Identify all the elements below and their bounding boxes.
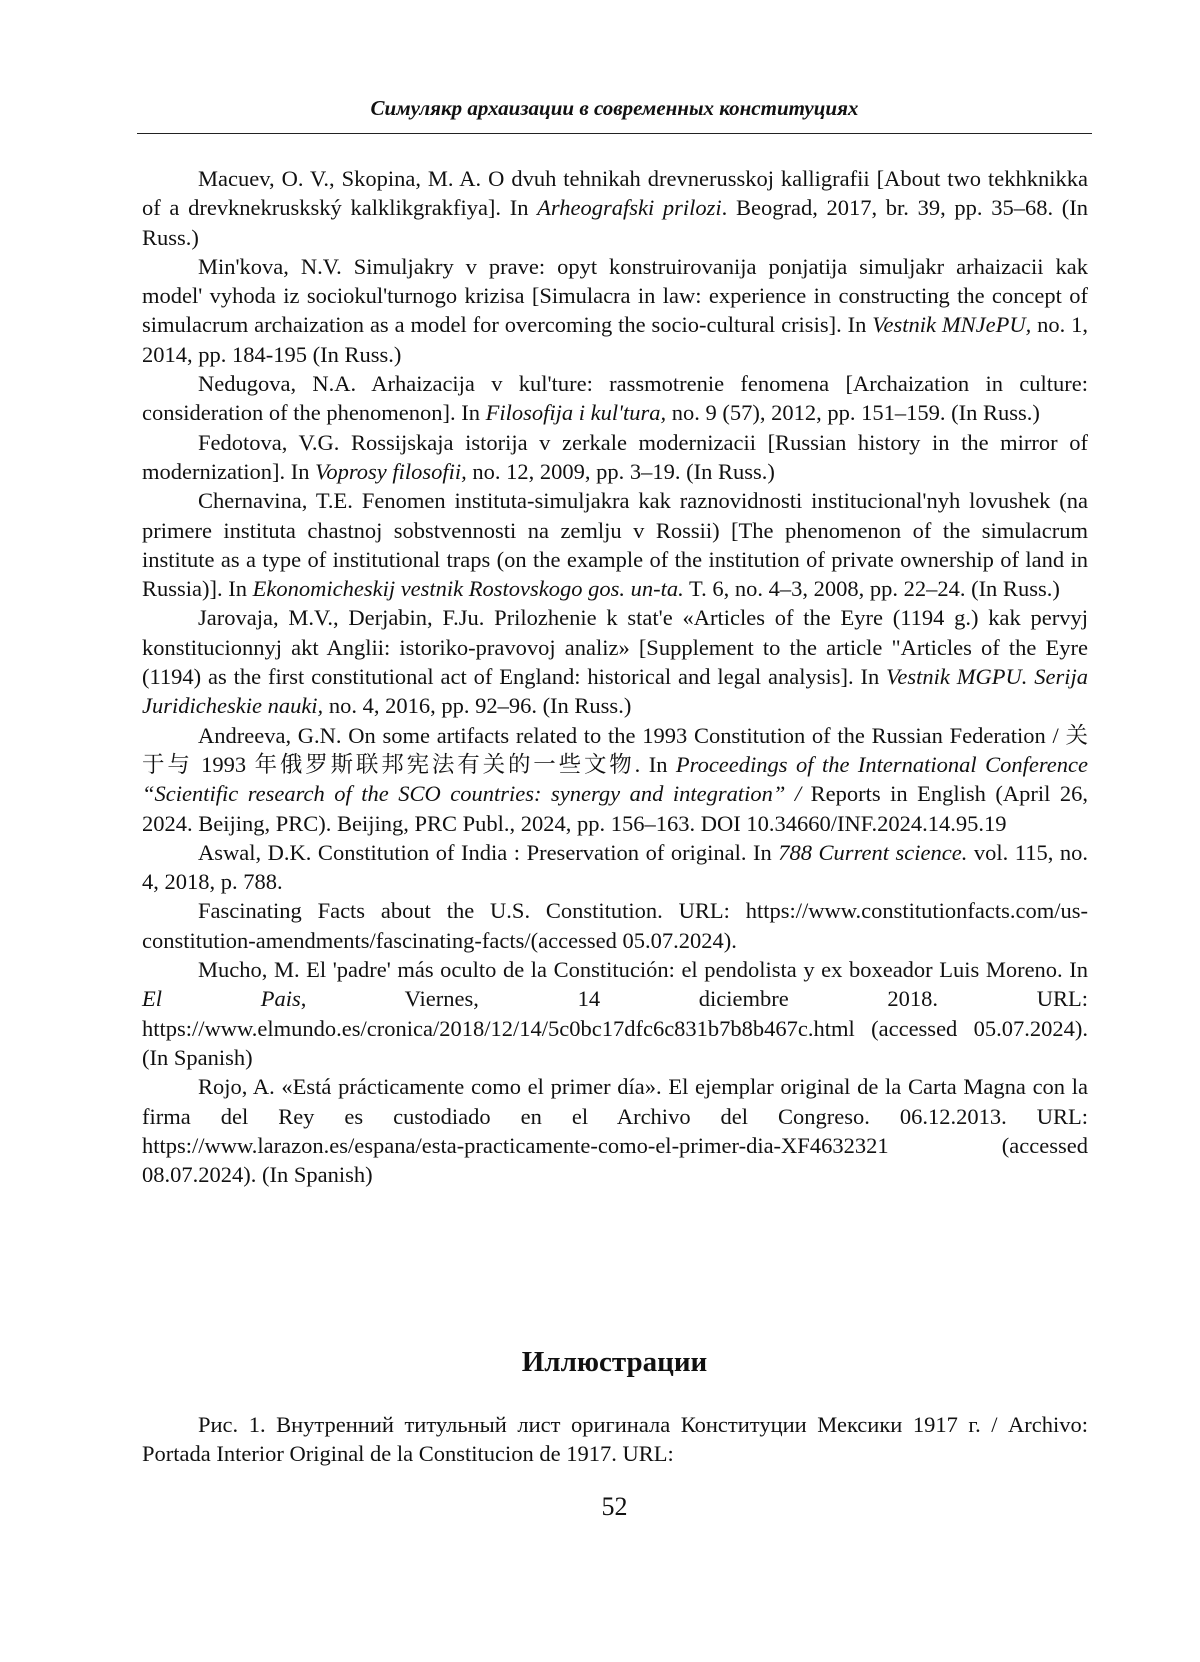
reference-entry: [142, 721, 1088, 838]
reference-text: Nedugova, N.A. Arhaizacija v kul'ture: rassmotrenie fenomena [Archaization in culture: consideration of the phenomenon]. In: [142, 371, 1088, 426]
reference-text: Mucho, M. El 'padre' más oculto de la Constitución: el pendolista y ex boxeador Luis Moreno. In: [198, 957, 1088, 983]
reference-details: vol. 115, no. 4, 2018, p. 788.: [142, 839, 1088, 895]
reference-details: T. 6, no. 4–3, 2008, pp. 22–24. (In Russ.): [683, 576, 1060, 602]
reference-entry: [142, 955, 1088, 1072]
reference-details: no. 4, 2016, pp. 92–96. (In Russ.): [323, 693, 632, 719]
reference-source-title: Vestnik MNJePU,: [872, 312, 1032, 338]
header-rule: [137, 133, 1092, 134]
reference-text: Andreeva, G.N. On some artifacts related to the 1993 Constitution of the Russian Federation / 关于与 1993 年俄罗斯联邦宪法有关的一些文物. In: [142, 722, 1088, 777]
reference-entry: [142, 838, 1088, 897]
reference-source-title: Vestnik MGPU. Serija Juridicheskie nauki,: [142, 664, 1088, 719]
reference-text: Fedotova, V.G. Rossijskaja istorija v zerkale modernizacii [Russian history in the mirror of modernization]. In: [142, 429, 1088, 484]
reference-entry: [142, 252, 1088, 369]
reference-source-title: Ekonomicheskij vestnik Rostovskogo gos. un-ta.: [252, 576, 684, 602]
figure-caption: Рис. 1. Внутренний титульный лист оригинала Конституции Мексики 1917 г. / Archivo: Portada Interior Original de la Constitucion de 1917. URL:: [142, 1412, 1088, 1467]
running-head: Симулякр архаизации в современных конституциях: [370, 96, 859, 120]
reference-text: Jarovaja, M.V., Derjabin, F.Ju. Prilozhenie k stat'e «Articles of the Eyre (1194 g.) kak pervyj konstitucionnyj akt Anglii: istoriko-pravovoj analiz» [Supplement to the article "Articles of the Eyre (1194) as the first constitutional act of England: historical and legal analysis]. In: [142, 605, 1088, 690]
page-number: 52: [601, 1492, 628, 1521]
reference-details: Reports in English (April 26, 2024. Beijing, PRC). Beijing, PRC Publ., 2024, pp. 156–163. DOI 10.34660/INF.2024.14.95.19: [142, 781, 1089, 836]
reference-text: Macuev, O. V., Skopina, M. A. O dvuh tehnikah drevnerusskoj kalligrafii [About two tekhknikka of a drevknekruskský kalklikgrakfiya]. In: [142, 166, 1088, 221]
reference-details: . Beograd, 2017, br. 39, pp. 35–68. (In Russ.): [142, 195, 1088, 250]
reference-source-title: 788 Current science.: [778, 839, 968, 865]
reference-details: no. 9 (57), 2012, pp. 151–159. (In Russ.): [666, 400, 1040, 426]
reference-text: Rojo, A. «Está prácticamente como el primer día». El ejemplar original de la Carta Magna con la firma del Rey es custodiado en el Archivo del Congreso. 06.12.2013. URL: https://www.larazon.es/espana/esta-practicamente-como-el-primer-dia-XF4632321 (accessed 08.07.2024). (In Spanish): [142, 1074, 1088, 1188]
reference-entry: [142, 486, 1088, 603]
reference-details: no. 12, 2009, pp. 3–19. (In Russ.): [466, 458, 775, 484]
reference-details: no. 1, 2014, pp. 184-195 (In Russ.): [142, 312, 1088, 367]
figure-caption-list: [142, 1410, 1088, 1469]
reference-text: Chernavina, T.E. Fenomen instituta-simuljakra kak raznovidnosti institucional'nyh lovushek (na primere instituta chastnoj sobstvennosti na zemlju v Rossii) [The phenomenon of the simulacrum institute as a type of institutional traps (on the example of the institution of private ownership of land in Russia)]. In: [142, 488, 1088, 602]
reference-entry: [142, 603, 1088, 720]
reference-entry: [142, 896, 1088, 955]
reference-source-title: Arheografski prilozi: [537, 195, 722, 221]
reference-entry: [142, 164, 1088, 252]
reference-text: Min'kova, N.V. Simuljakry v prave: opyt konstruirovanija ponjatija simuljakr arhaizacii kak model' vyhoda iz sociokul'turnogo krizisa [Simulacra in law: experience in constructing the concept of simulacrum archaization as a model for overcoming the socio-cultural crisis]. In: [142, 253, 1088, 338]
section-heading: Иллюстрации: [521, 1346, 708, 1378]
reference-source-title: Proceedings of the International Conference “Scientific research of the SCO countries: synergy and integration” /: [142, 751, 1088, 807]
reference-text: Fascinating Facts about the U.S. Constitution. URL: https://www.constitutionfacts.com/us-constitution-amendments/fascinating-facts/(accessed 05.07.2024).: [142, 898, 1088, 953]
reference-details: , Viernes, 14 diciembre 2018. URL: https://www.elmundo.es/cronica/2018/12/14/5c0bc17dfc6c831b7b8b467c.html (accessed 05.07.2024). (In Spanish): [142, 986, 1089, 1070]
reference-entry: [142, 1072, 1088, 1189]
reference-source-title: Voprosy filosofii,: [315, 458, 467, 484]
reference-source-title: Filosofija i kul'tura,: [485, 400, 667, 426]
reference-entry: [142, 369, 1088, 428]
reference-text: Aswal, D.K. Constitution of India : Preservation of original. In: [198, 839, 779, 865]
reference-list: [142, 164, 1088, 1189]
reference-source-title: El Pais: [142, 986, 301, 1012]
reference-entry: [142, 428, 1088, 487]
